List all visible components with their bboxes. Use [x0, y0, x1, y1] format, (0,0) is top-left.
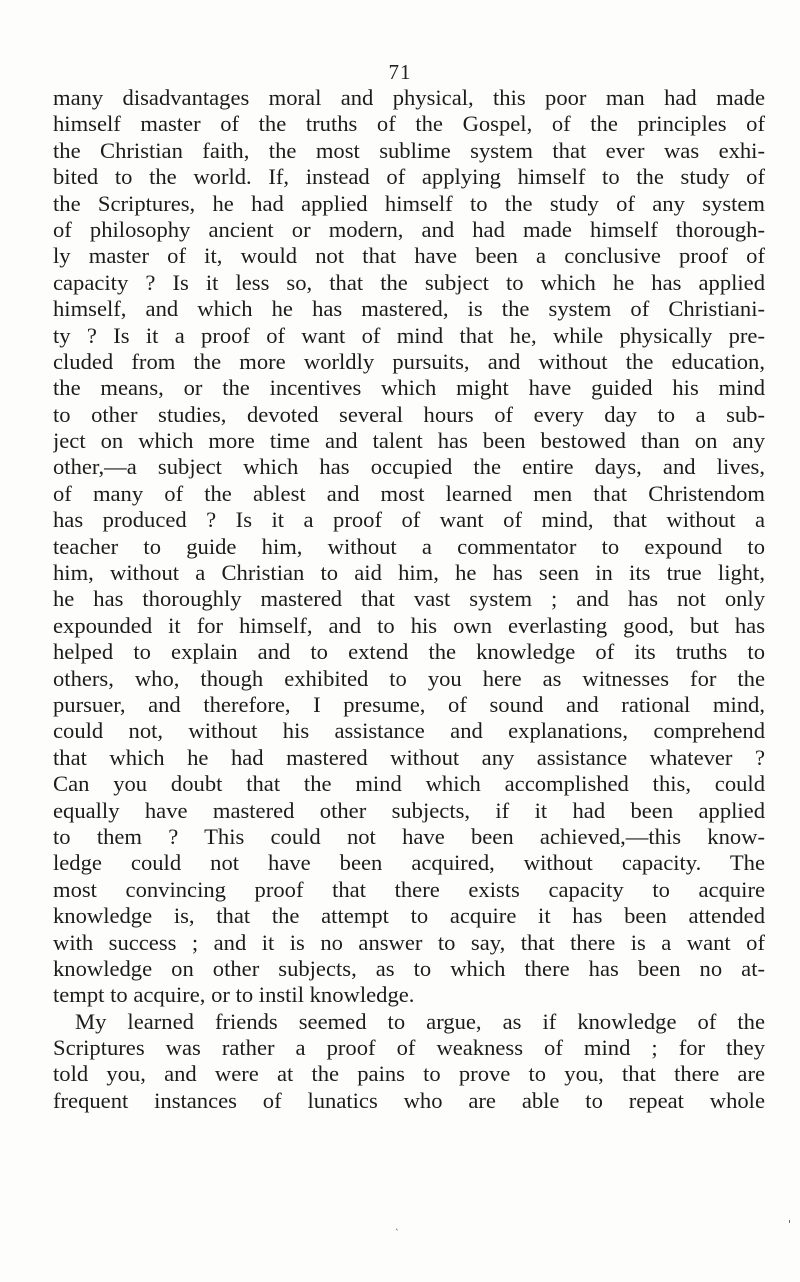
text-line: of many of the ablest and most learned men that Christendom	[53, 480, 765, 506]
text-line: ject on which more time and talent has been bestowed than on any	[53, 428, 765, 454]
text-line: himself, and which he has mastered, is the system of Christiani-	[53, 296, 765, 322]
text-line: the Scriptures, he had applied himself to the study of any system	[53, 190, 765, 216]
text-line: tempt to acquire, or to instil knowledge.	[53, 982, 415, 1008]
text-line: capacity ? Is it less so, that the subject to which he has applied	[53, 269, 765, 295]
text-line: many disadvantages moral and physical, this poor man had made	[53, 85, 765, 110]
text-line: knowledge is, that the attempt to acquire it has been attended	[53, 903, 765, 929]
text-line: to them ? This could not have been achieved,—this know-	[53, 823, 765, 849]
text-line: ty ? Is it a proof of want of mind that he, while physically pre-	[53, 322, 765, 348]
text-line: equally have mastered other subjects, if it had been applied	[53, 797, 765, 823]
text-line: knowledge on other subjects, as to which there has been no at-	[53, 955, 765, 981]
text-line: My learned friends seemed to argue, as if knowledge of the	[75, 1008, 765, 1034]
text-line: most convincing proof that there exists capacity to acquire	[53, 876, 765, 902]
scan-speck: '	[788, 1218, 792, 1231]
paragraph-1	[53, 85, 765, 1009]
text-line: him, without a Christian to aid him, he has seen in its true light,	[53, 560, 765, 586]
text-line: teacher to guide him, without a commentator to expound to	[53, 533, 765, 559]
scan-speck: ˴	[395, 1222, 399, 1235]
paragraph-2	[53, 1009, 765, 1115]
text-line: expounded it for himself, and to his own everlasting good, but has	[53, 612, 765, 638]
text-line: told you, and were at the pains to prove to you, that there are	[53, 1061, 765, 1087]
text-line: that which he had mastered without any assistance whatever ?	[53, 744, 765, 770]
text-line: other,—a subject which has occupied the entire days, and lives,	[53, 454, 765, 480]
text-line: frequent instances of lunatics who are able to repeat whole	[53, 1087, 765, 1113]
text-line: cluded from the more worldly pursuits, and without the education,	[53, 348, 765, 374]
text-line: Can you doubt that the mind which accomplished this, could	[53, 771, 765, 797]
text-line: helped to explain and to extend the knowledge of its truths to	[53, 639, 765, 665]
text-line: pursuer, and therefore, I presume, of sound and rational mind,	[53, 691, 765, 717]
text-line: of philosophy ancient or modern, and had made himself thorough-	[53, 216, 765, 242]
text-line: could not, without his assistance and explanations, comprehend	[53, 718, 765, 744]
text-line: Scriptures was rather a proof of weakness of mind ; for they	[53, 1035, 765, 1061]
text-line: the means, or the incentives which might have guided his mind	[53, 375, 765, 401]
text-line: others, who, though exhibited to you here as witnesses for the	[53, 665, 765, 691]
text-line: the Christian faith, the most sublime system that ever was exhi-	[53, 137, 765, 163]
body-text	[53, 85, 765, 1114]
text-line: with success ; and it is no answer to say, that there is a want of	[53, 929, 765, 955]
text-line: to other studies, devoted several hours of every day to a sub-	[53, 401, 765, 427]
text-line: he has thoroughly mastered that vast system ; and has not only	[53, 586, 765, 612]
text-line: ledge could not have been acquired, without capacity. The	[53, 850, 765, 876]
page-number: 71	[388, 60, 412, 84]
text-line: ly master of it, would not that have been a conclusive proof of	[53, 243, 765, 269]
text-line: himself master of the truths of the Gospel, of the principles of	[53, 111, 765, 137]
text-line: bited to the world. If, instead of applying himself to the study of	[53, 164, 765, 190]
text-line: has produced ? Is it a proof of want of mind, that without a	[53, 507, 765, 533]
